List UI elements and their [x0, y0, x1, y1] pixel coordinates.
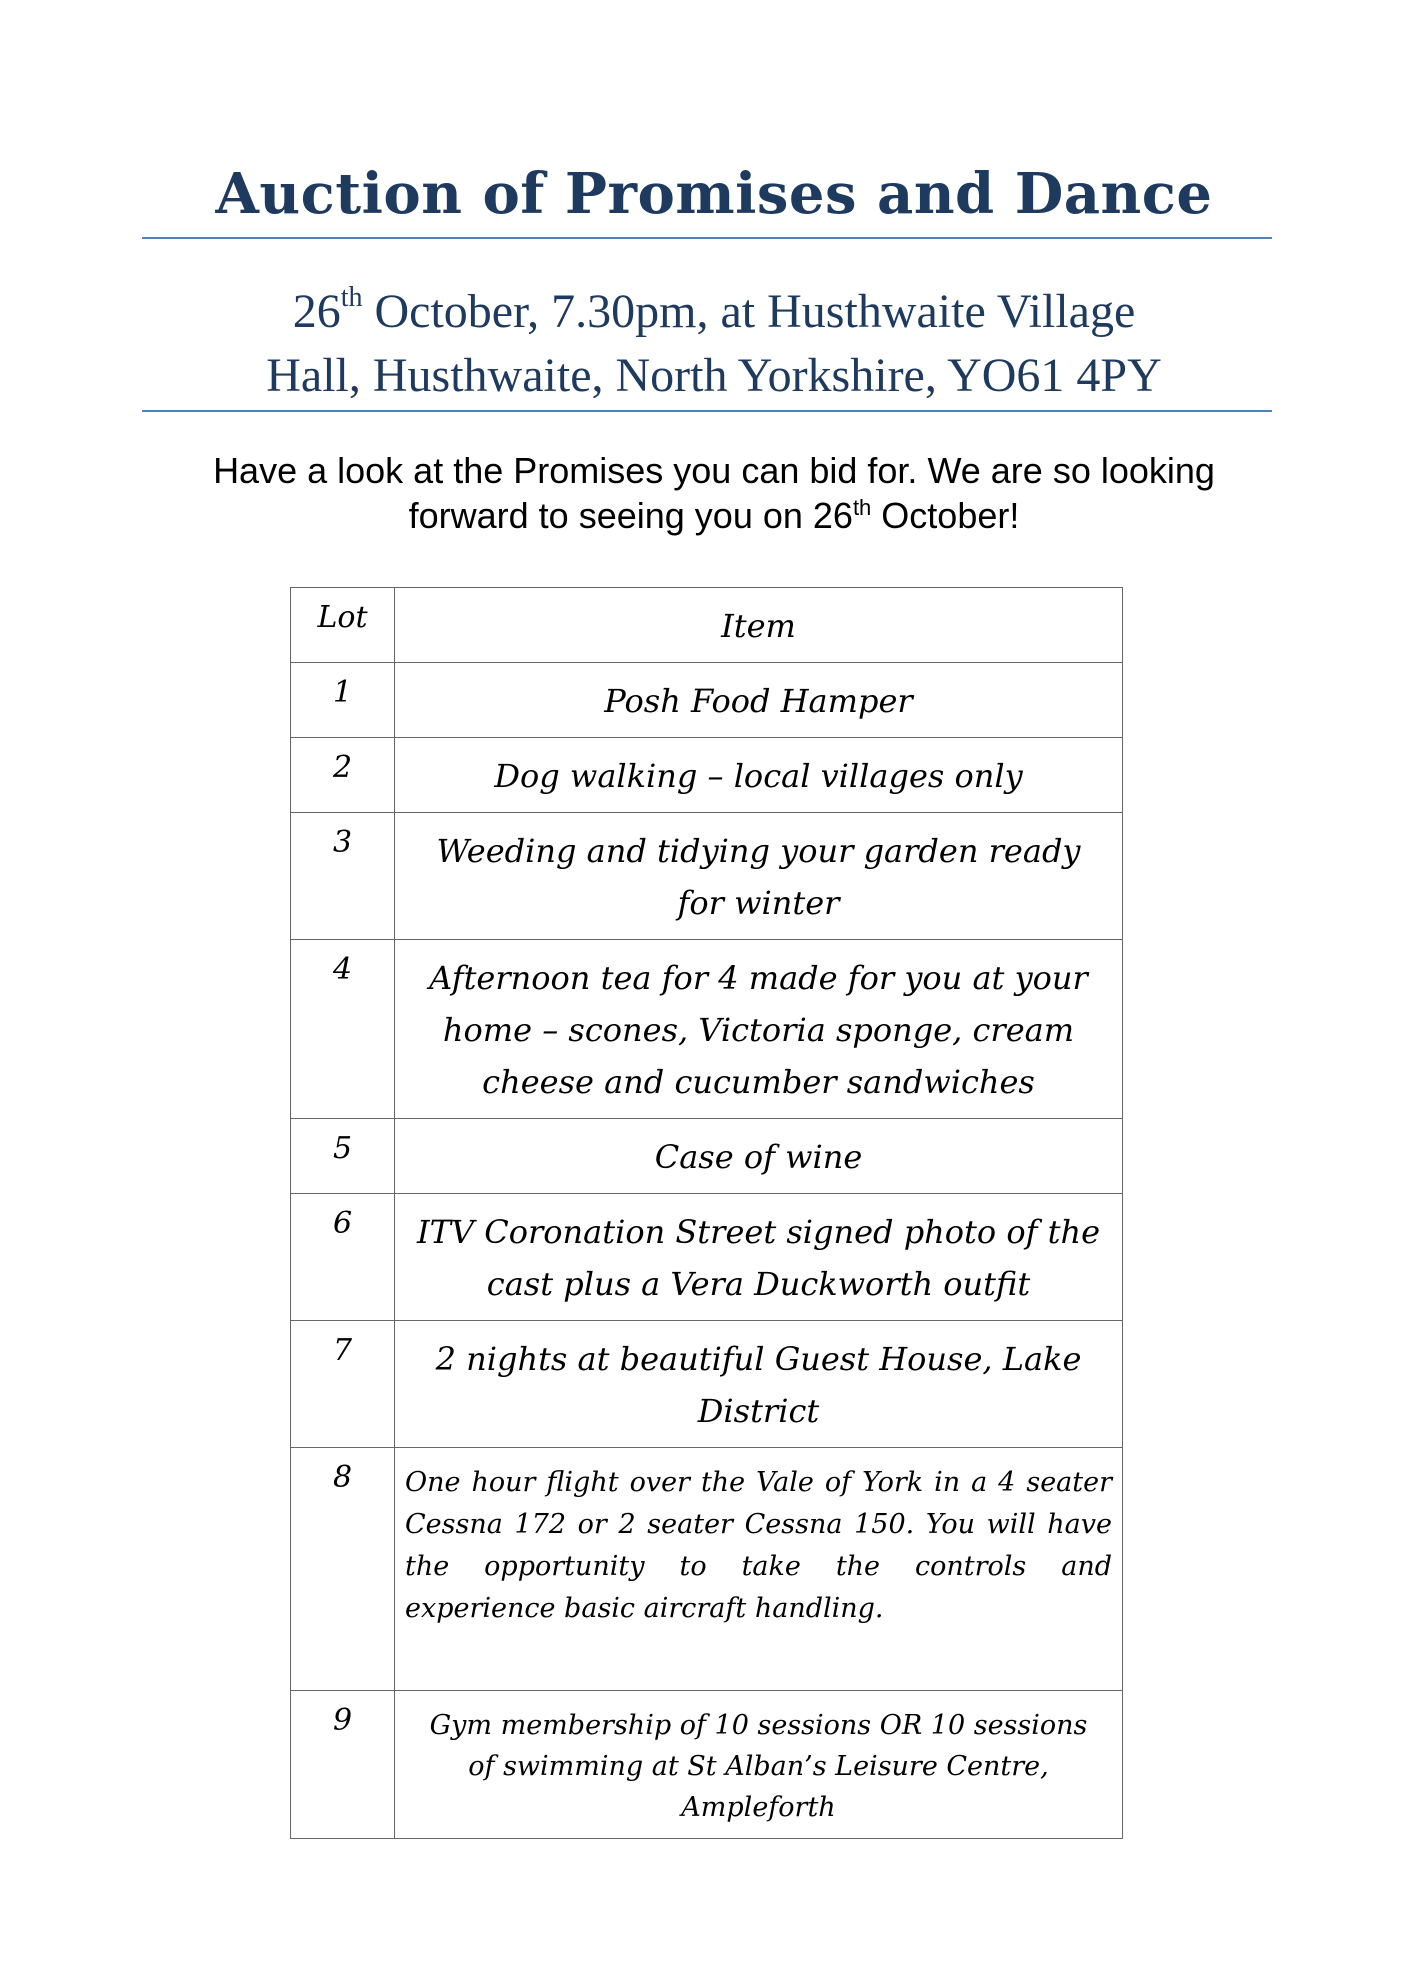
event-details-line-2: Hall, Husthwaite, North Yorkshire, YO61 4PY: [266, 349, 1162, 402]
lot-number: 9: [291, 1691, 395, 1839]
lot-number: 5: [291, 1119, 395, 1194]
table-row: [291, 663, 1123, 738]
intro-line-2-end: October!: [871, 495, 1020, 536]
subtitle-divider: [142, 410, 1272, 412]
table-row: [291, 940, 1123, 1119]
lot-number: 4: [291, 940, 395, 1119]
table-row: [291, 1448, 1123, 1691]
event-day-suffix: th: [340, 282, 363, 313]
lot-number: 6: [291, 1194, 395, 1321]
lot-item: One hour flight over the Vale of York in a 4 seater Cessna 172 or 2 seater Cessna 150. You will have the opportunity to take the controls and experience basic aircraft handling.: [395, 1448, 1123, 1691]
lot-item: Weeding and tidying your garden ready for winter: [395, 813, 1123, 940]
lot-item: Case of wine: [395, 1119, 1123, 1194]
lots-table: [290, 587, 1123, 1839]
table-row: [291, 1321, 1123, 1448]
page-title: Auction of Promises and Dance: [215, 161, 1213, 227]
lot-number: 7: [291, 1321, 395, 1448]
intro-day-suffix: th: [852, 495, 872, 520]
lot-column-header: Lot: [291, 588, 395, 663]
item-column-header: Item: [395, 588, 1123, 663]
lot-item: Afternoon tea for 4 made for you at your home – scones, Victoria sponge, cream cheese and cucumber sandwiches: [395, 940, 1123, 1119]
table-row: [291, 813, 1123, 940]
table-row: [291, 1194, 1123, 1321]
table-row: [291, 738, 1123, 813]
lot-item: Dog walking – local villages only: [395, 738, 1123, 813]
event-details-text-1: October, 7.30pm, at Husthwaite Village: [362, 285, 1136, 338]
table-row: [291, 1119, 1123, 1194]
table-row: [291, 1691, 1123, 1839]
lot-item: Posh Food Hamper: [395, 663, 1123, 738]
lot-item: 2 nights at beautiful Guest House, Lake District: [395, 1321, 1123, 1448]
event-details-line-1: [140, 280, 1288, 344]
event-details: [140, 280, 1288, 408]
event-day: 26: [292, 285, 341, 338]
lot-number: 3: [291, 813, 395, 940]
intro-line-2-start: forward to seeing you on 26: [408, 495, 853, 536]
intro-paragraph: [140, 448, 1288, 538]
lot-number: 8: [291, 1448, 395, 1691]
lot-item: ITV Coronation Street signed photo of the cast plus a Vera Duckworth outfit: [395, 1194, 1123, 1321]
lot-number: 1: [291, 663, 395, 738]
intro-line-2: [140, 493, 1288, 538]
lot-item: Gym membership of 10 sessions OR 10 sessions of swimming at St Alban’s Leisure Centre, Ampleforth: [395, 1691, 1123, 1839]
table-header-row: [291, 588, 1123, 663]
intro-line-1: Have a look at the Promises you can bid for. We are so looking: [213, 450, 1215, 491]
lot-number: 2: [291, 738, 395, 813]
title-divider: [142, 237, 1272, 239]
